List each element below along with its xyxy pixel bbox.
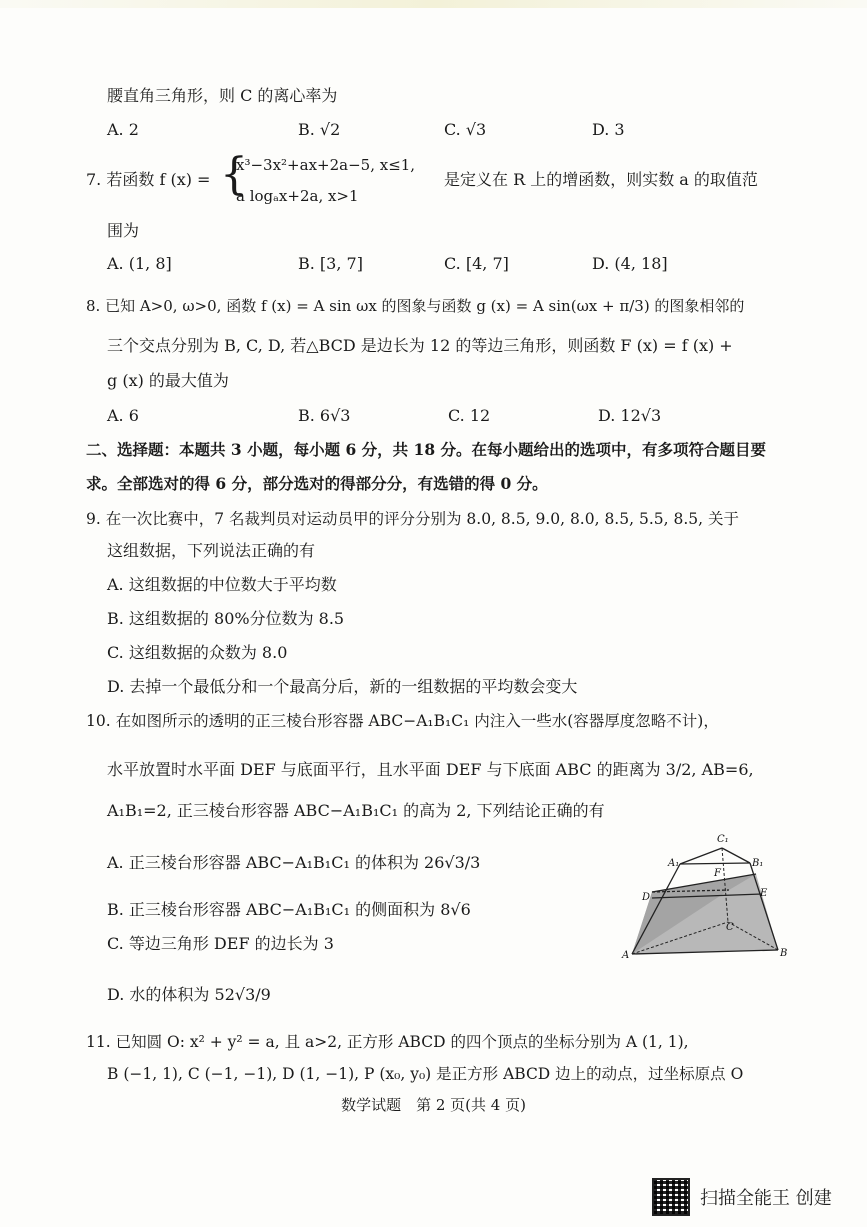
q7-prefix: 7. 若函数 f (x) = [86,170,211,189]
q7-option-b: B. [3, 7] [298,254,363,273]
q10-option-c: C. 等边三角形 DEF 的边长为 3 [107,934,334,953]
q7-case1: x³−3x²+ax+2a−5, x≤1, [236,156,416,174]
qr-code-icon [652,1178,690,1216]
page-footer: 数学试题 第 2 页(共 4 页) [341,1096,526,1114]
q10-option-d: D. 水的体积为 52√3/9 [107,985,271,1004]
label-d: D [642,892,651,903]
q7-option-a: A. (1, 8] [107,254,172,273]
label-c1: C₁ [717,834,729,845]
q9-option-a: A. 这组数据的中位数大于平均数 [107,575,337,594]
q8-option-d: D. 12√3 [598,406,662,425]
frustum-figure [612,828,792,966]
q10-line3: A₁B₁=2, 正三棱台形容器 ABC−A₁B₁C₁ 的高为 2, 下列结论正确的有 [107,801,605,820]
q7-option-c: C. [4, 7] [444,254,509,273]
q7-option-d: D. (4, 18] [592,254,668,273]
q6-option-d: D. 3 [592,120,625,139]
q8-option-c: C. 12 [448,406,491,425]
q7-case2: a logₐx+2a, x>1 [236,187,359,205]
edge-a1b1 [680,863,750,864]
section2-line1: 二、选择题：本题共 3 小题，每小题 6 分，共 18 分。在每小题给出的选项中，有多项符合题目要 [86,440,767,459]
q7-suffix: 是定义在 R 上的增函数，则实数 a 的取值范 [444,170,758,189]
q6-option-b: B. √2 [298,120,341,139]
q8-line3: g (x) 的最大值为 [107,371,229,390]
label-a: A [622,950,630,961]
watermark-text: 扫描全能王 创建 [700,1188,832,1209]
q6-option-c: C. √3 [444,120,487,139]
q10-option-a: A. 正三棱台形容器 ABC−A₁B₁C₁ 的体积为 26√3/3 [107,853,481,872]
label-e: E [760,888,768,899]
q8-option-a: A. 6 [107,406,139,425]
q9-option-c: C. 这组数据的众数为 8.0 [107,643,288,662]
q6-tail: 腰直角三角形，则 C 的离心率为 [107,86,338,105]
label-f: F [714,868,721,879]
label-c: C [726,922,734,933]
q10-line2: 水平放置时水平面 DEF 与底面平行，且水平面 DEF 与下底面 ABC 的距离为 3/2, AB=6, [107,760,754,779]
q8-line1: 8. 已知 A>0, ω>0, 函数 f (x) = A sin ωx 的图象与函数 g (x) = A sin(ωx + π/3) 的图象相邻的 [86,297,745,315]
q11-line2: B (−1, 1), C (−1, −1), D (1, −1), P (x₀, y₀) 是正方形 ABCD 边上的动点，过坐标原点 O [107,1065,744,1083]
piecewise-brace: { [220,149,248,200]
label-a1: A₁ [668,858,680,869]
label-b: B [780,948,788,959]
q10-line1: 10. 在如图所示的透明的正三棱台形容器 ABC−A₁B₁C₁ 内注入一些水(容器厚度忽略不计)， [86,712,719,730]
q9-option-d: D. 去掉一个最低分和一个最高分后，新的一组数据的平均数会变大 [107,677,578,696]
q9-line2: 这组数据，下列说法正确的有 [107,541,316,560]
scan-edge [0,0,867,8]
q6-option-a: A. 2 [107,120,139,139]
scanner-watermark [652,1177,832,1217]
q9-option-b: B. 这组数据的 80%分位数为 8.5 [107,609,345,628]
label-b1: B₁ [752,858,764,869]
q8-line2: 三个交点分别为 B, C, D, 若△BCD 是边长为 12 的等边三角形，则函数 F (x) = f (x) + [107,336,733,355]
q9-line1: 9. 在一次比赛中，7 名裁判员对运动员甲的评分分别为 8.0, 8.5, 9.0, 8.0, 8.5, 5.5, 8.5, 关于 [86,510,739,528]
q11-line1: 11. 已知圆 O: x² + y² = a, 且 a>2, 正方形 ABCD 的四个顶点的坐标分别为 A (1, 1), [86,1033,689,1051]
edge-b1c1 [722,848,750,863]
q10-option-b: B. 正三棱台形容器 ABC−A₁B₁C₁ 的侧面积为 8√6 [107,900,471,919]
edge-a1c1 [680,848,722,864]
q8-option-b: B. 6√3 [298,406,351,425]
q7-line2: 围为 [107,221,140,240]
section2-line2: 求。全部选对的得 6 分，部分选对的得部分分，有选错的得 0 分。 [86,474,548,493]
